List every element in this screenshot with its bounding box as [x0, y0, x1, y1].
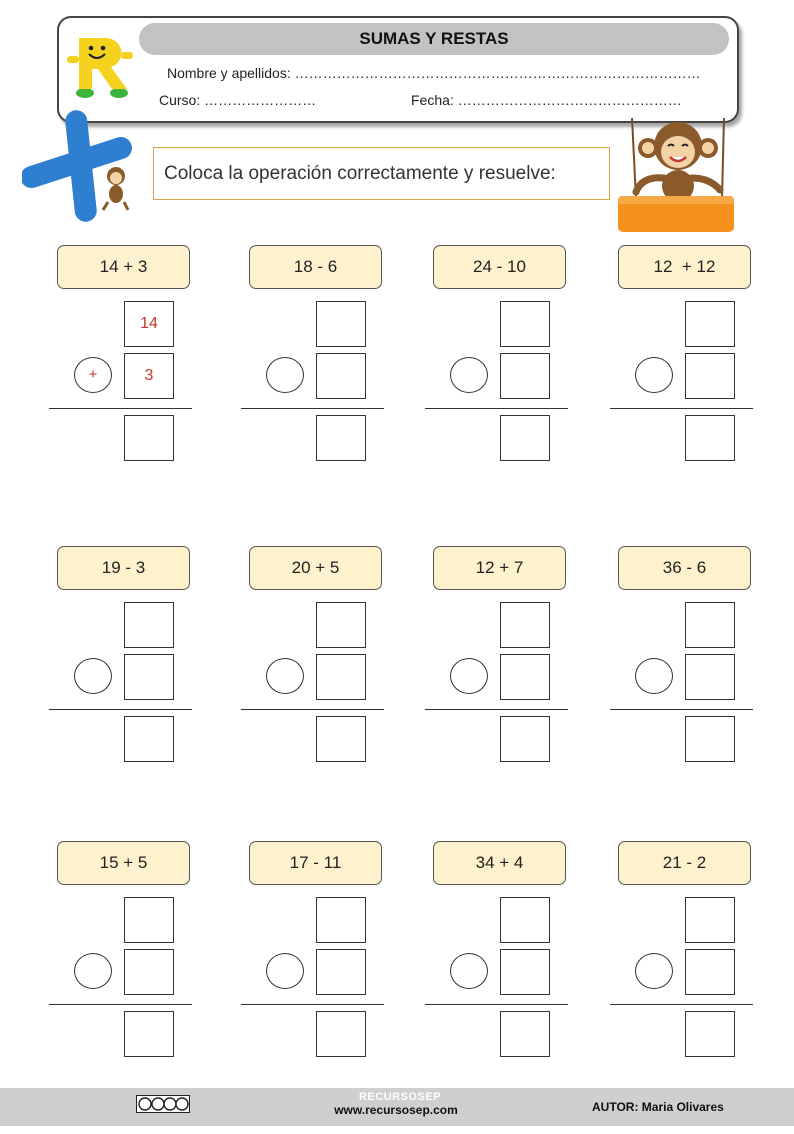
creative-commons-icon: [136, 1095, 190, 1113]
problem-11: [425, 841, 570, 1061]
top-number-box[interactable]: [500, 897, 550, 943]
operation-label: 36 - 6: [618, 546, 751, 590]
operation-label: 19 - 3: [57, 546, 190, 590]
bottom-number-box[interactable]: [316, 949, 366, 995]
operation-label: 15 + 5: [57, 841, 190, 885]
operation-sign-circle[interactable]: [635, 953, 673, 989]
operation-label: 12 + 12: [618, 245, 751, 289]
operation-sign-circle[interactable]: [635, 658, 673, 694]
problem-7: [425, 546, 570, 766]
top-number-box[interactable]: 14: [124, 301, 174, 347]
monkey-swing-icon: [612, 118, 736, 236]
result-box[interactable]: [124, 716, 174, 762]
sum-line: [425, 1004, 568, 1005]
bottom-number-box[interactable]: [685, 654, 735, 700]
problem-8: [610, 546, 755, 766]
sum-line: [610, 1004, 753, 1005]
sum-line: [241, 408, 384, 409]
operation-sign-circle[interactable]: [450, 953, 488, 989]
sum-line: [425, 709, 568, 710]
letter-r-mascot-icon: [65, 34, 135, 100]
operation-label: 20 + 5: [249, 546, 382, 590]
operation-sign-circle[interactable]: [450, 357, 488, 393]
sum-line: [49, 1004, 192, 1005]
top-number-box[interactable]: [500, 301, 550, 347]
problem-9: [49, 841, 194, 1061]
sum-line: [49, 709, 192, 710]
footer-bar: [0, 1088, 794, 1126]
operation-sign-circle[interactable]: [74, 658, 112, 694]
problem-4: [610, 245, 755, 465]
operation-label: 17 - 11: [249, 841, 382, 885]
result-box[interactable]: [500, 1011, 550, 1057]
course-field[interactable]: Curso: ……………………: [159, 92, 317, 108]
bottom-number-box[interactable]: 3: [124, 353, 174, 399]
bottom-number-box[interactable]: [316, 353, 366, 399]
operation-label: 24 - 10: [433, 245, 566, 289]
top-number-box[interactable]: [500, 602, 550, 648]
operation-sign-circle[interactable]: [266, 357, 304, 393]
operation-sign-circle[interactable]: [266, 658, 304, 694]
problem-12: [610, 841, 755, 1061]
top-number-box[interactable]: [124, 897, 174, 943]
operation-sign-circle[interactable]: +: [74, 357, 112, 393]
result-box[interactable]: [685, 716, 735, 762]
operation-label: 34 + 4: [433, 841, 566, 885]
website-link[interactable]: www.recursosep.com: [334, 1103, 458, 1117]
operation-sign-circle[interactable]: [450, 658, 488, 694]
operation-sign-circle[interactable]: [635, 357, 673, 393]
header-card: [57, 16, 739, 123]
bottom-number-box[interactable]: [124, 949, 174, 995]
author-credit: AUTOR: Maria Olivares: [592, 1100, 724, 1114]
sum-line: [241, 1004, 384, 1005]
name-field[interactable]: Nombre y apellidos: ……………………………………………………………………………: [167, 65, 701, 81]
plus-sign-icon: [22, 110, 140, 225]
operation-sign-circle[interactable]: [74, 953, 112, 989]
result-box[interactable]: [124, 415, 174, 461]
instruction-text: Coloca la operación correctamente y resuelve:: [153, 147, 610, 200]
result-box[interactable]: [316, 415, 366, 461]
problem-1: [49, 245, 194, 465]
problem-6: [241, 546, 386, 766]
sum-line: [49, 408, 192, 409]
top-number-box[interactable]: [316, 897, 366, 943]
sum-line: [610, 709, 753, 710]
bottom-number-box[interactable]: [685, 353, 735, 399]
result-box[interactable]: [500, 415, 550, 461]
problem-5: [49, 546, 194, 766]
result-box[interactable]: [685, 1011, 735, 1057]
top-number-box[interactable]: [124, 602, 174, 648]
top-number-box[interactable]: [316, 301, 366, 347]
result-box[interactable]: [124, 1011, 174, 1057]
top-number-box[interactable]: [685, 301, 735, 347]
problem-2: [241, 245, 386, 465]
bottom-number-box[interactable]: [500, 949, 550, 995]
problem-10: [241, 841, 386, 1061]
result-box[interactable]: [500, 716, 550, 762]
worksheet-title: SUMAS Y RESTAS: [139, 23, 729, 55]
date-field[interactable]: Fecha: …………………………………………: [411, 92, 682, 108]
operation-label: 14 + 3: [57, 245, 190, 289]
problem-3: [425, 245, 570, 465]
top-number-box[interactable]: [316, 602, 366, 648]
top-number-box[interactable]: [685, 897, 735, 943]
bottom-number-box[interactable]: [500, 353, 550, 399]
operation-sign-circle[interactable]: [266, 953, 304, 989]
bottom-number-box[interactable]: [124, 654, 174, 700]
operation-label: 12 + 7: [433, 546, 566, 590]
bottom-number-box[interactable]: [685, 949, 735, 995]
operation-label: 21 - 2: [618, 841, 751, 885]
sum-line: [241, 709, 384, 710]
result-box[interactable]: [316, 716, 366, 762]
operation-label: 18 - 6: [249, 245, 382, 289]
brand-name: RECURSOSEP: [358, 1091, 442, 1103]
top-number-box[interactable]: [685, 602, 735, 648]
sum-line: [610, 408, 753, 409]
bottom-number-box[interactable]: [500, 654, 550, 700]
bottom-number-box[interactable]: [316, 654, 366, 700]
result-box[interactable]: [316, 1011, 366, 1057]
result-box[interactable]: [685, 415, 735, 461]
sum-line: [425, 408, 568, 409]
